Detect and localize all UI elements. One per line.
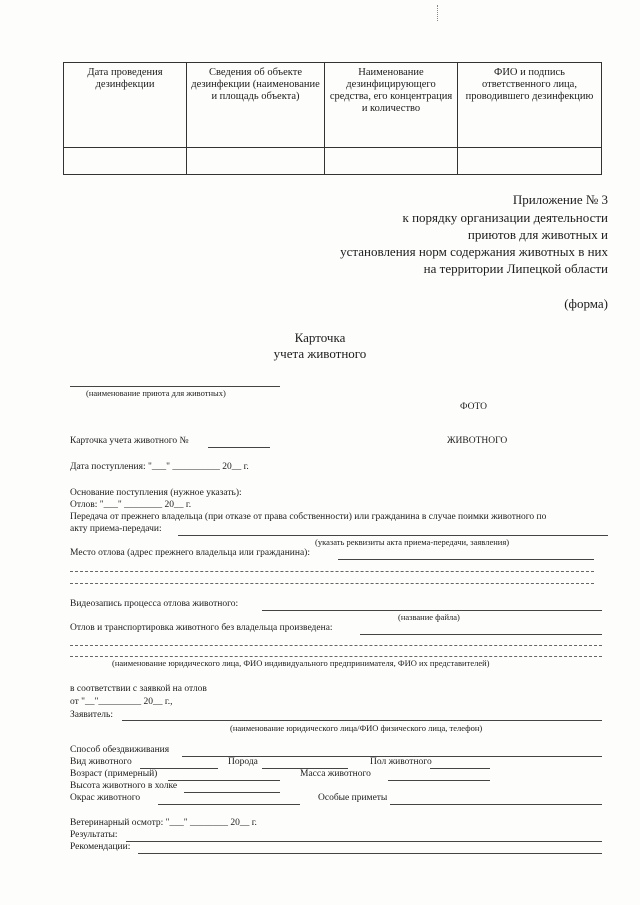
table-header-cell: Дата проведения дезинфекции: [64, 63, 187, 148]
basis-label: Основание поступления (нужное указать):: [70, 488, 242, 498]
color-label: Окрас животного: [70, 793, 141, 803]
results-label: Результаты:: [70, 830, 118, 840]
appendix-line: Приложение № 3: [512, 192, 608, 207]
color-field[interactable]: [158, 804, 300, 805]
video-caption: (название файла): [398, 612, 460, 622]
disinfection-table: [63, 62, 602, 175]
transfer-caption: (указать реквизиты акта приема-передачи, заявления): [315, 537, 510, 547]
request-label: в соответствии с заявкой на отлов: [70, 684, 207, 694]
shelter-name-line[interactable]: [70, 386, 280, 387]
marks-label: Особые приметы: [318, 793, 388, 803]
transfer-text: Передача от прежнего владельца (при отказе от права собственности) или гражданина в случае поимки животного по: [70, 512, 547, 522]
neutering-label: Способ обездвиживания: [70, 745, 170, 755]
recommendations-field[interactable]: [138, 853, 602, 854]
arrival-date: Дата поступления: "___" __________ 20__ г.: [70, 462, 249, 472]
height-label: Высота животного в холке: [70, 781, 178, 791]
appendix-line: установления норм содержания животных в них: [340, 244, 608, 259]
transfer-act-field[interactable]: [178, 535, 608, 536]
sex-field[interactable]: [430, 768, 490, 769]
vet-exam: Ветеринарный осмотр: "___" ________ 20__ г.: [70, 818, 257, 828]
applicant-label: Заявитель:: [70, 710, 113, 720]
transport-line[interactable]: [70, 645, 602, 646]
applicant-field[interactable]: [122, 720, 602, 721]
height-field[interactable]: [184, 792, 280, 793]
transport-line[interactable]: [70, 656, 602, 657]
table-header-cell: Сведения об объекте дезинфекции (наименование и площадь объекта): [187, 63, 325, 148]
card-number-field[interactable]: [208, 447, 270, 448]
photo-label: ФОТО: [460, 402, 488, 412]
card-subtitle: учета животного: [273, 346, 367, 361]
species-label: Вид животного: [70, 757, 132, 767]
transport-label: Отлов и транспортировка животного без владельца произведена:: [70, 623, 333, 633]
appendix-line: к порядку организации деятельности: [402, 210, 608, 225]
table-header-cell: ФИО и подпись ответственного лица, проводившего дезинфекцию: [458, 63, 602, 148]
transfer-text: акту приема-передачи:: [70, 524, 162, 534]
form-label: (форма): [564, 296, 608, 311]
photo-label: ЖИВОТНОГО: [447, 436, 508, 446]
table-cell: [458, 148, 602, 175]
applicant-caption: (наименование юридического лица/ФИО физического лица, телефон): [230, 723, 483, 733]
weight-field[interactable]: [388, 780, 490, 781]
breed-label: Порода: [228, 757, 258, 767]
video-label: Видеозапись процесса отлова животного:: [70, 599, 239, 609]
weight-label: Масса животного: [300, 769, 371, 779]
sex-label: Пол животного: [370, 757, 432, 767]
recommendations-label: Рекомендации:: [70, 842, 131, 852]
card-number-label: Карточка учета животного №: [70, 436, 189, 446]
catch-place-line[interactable]: [70, 583, 594, 584]
marks-field[interactable]: [390, 804, 602, 805]
video-file-field[interactable]: [262, 610, 602, 611]
table-row: [64, 148, 602, 175]
table-cell: [187, 148, 325, 175]
catch-place-line[interactable]: [70, 571, 594, 572]
table-cell: [325, 148, 458, 175]
age-field[interactable]: [168, 780, 280, 781]
table-header-row: [64, 63, 602, 148]
catch-place-label: Место отлова (адрес прежнего владельца или гражданина):: [70, 548, 310, 558]
appendix-line: на территории Липецкой области: [423, 261, 608, 276]
request-date: от "__"_________ 20__ г.,: [70, 697, 173, 707]
table-header-cell: Наименование дезинфицирующего средства, его концентрация и количество: [325, 63, 458, 148]
catch-place-field[interactable]: [338, 559, 594, 560]
age-label: Возраст (примерный): [70, 769, 158, 779]
scan-mark: [437, 5, 438, 21]
shelter-caption: (наименование приюта для животных): [86, 388, 226, 398]
catch-date: Отлов: "___" ________ 20__ г.: [70, 500, 192, 510]
card-title: Карточка: [294, 330, 346, 345]
results-field[interactable]: [126, 841, 602, 842]
transport-caption: (наименование юридического лица, ФИО индивидуального предпринимателя, ФИО их представителей): [112, 658, 490, 668]
appendix-line: приютов для животных и: [467, 227, 608, 242]
transport-field[interactable]: [360, 634, 602, 635]
table-cell: [64, 148, 187, 175]
